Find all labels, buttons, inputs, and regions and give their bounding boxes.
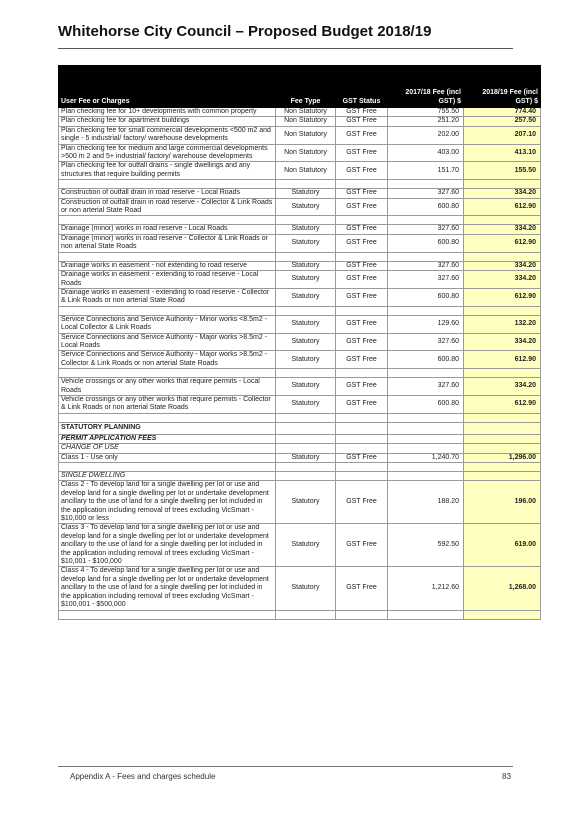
spacer-cell [336,306,388,315]
fee-2017-18: 327.60 [388,225,464,234]
spacer-cell [336,216,388,225]
charge-description: Construction of outfall drain in road reserve - Local Roads [59,189,276,198]
section-heading: CHANGE OF USE [59,444,276,453]
charge-description: Construction of outfall drain in road reserve - Collector & Link Roads or non arterial State Road [59,198,276,216]
fee-type: Statutory [276,378,336,396]
charge-description: Service Connections and Service Authority - Minor works <8.5m2 - Local Collector & Link Roads [59,315,276,333]
spacer-cell [388,369,464,378]
table-row [59,225,541,234]
gst-status: GST Free [336,395,388,413]
spacer-cell [276,306,336,315]
table-spacer-row [59,369,541,378]
header-fee-type: Fee Type [276,66,336,108]
empty-cell [464,472,541,481]
gst-status: GST Free [336,234,388,252]
header-fee-2018-19: 2018/19 Fee (incl GST) $ [464,66,541,108]
fee-2018-19: 334.20 [464,378,541,396]
subsection-heading-row [59,434,541,443]
table-spacer-row [59,180,541,189]
fee-2017-18: 188.20 [388,481,464,524]
fees-table [58,65,541,620]
empty-cell [336,422,388,434]
spacer-cell [276,413,336,422]
title-divider [58,48,513,49]
table-row [59,453,541,462]
fee-2018-19: 1,268.00 [464,567,541,610]
table-row [59,162,541,180]
charge-description: Vehicle crossings or any other works that require permits - Collector & Link Roads or non arterial State Roads [59,395,276,413]
spacer-cell [388,180,464,189]
spacer-cell [59,216,276,225]
subsection-heading-row [59,444,541,453]
gst-status: GST Free [336,198,388,216]
table-row [59,126,541,144]
fee-2018-19: 196.00 [464,481,541,524]
table-row [59,481,541,524]
fee-2018-19: 619.00 [464,524,541,567]
empty-cell [336,472,388,481]
fee-2018-19: 334.20 [464,333,541,351]
gst-status: GST Free [336,144,388,162]
spacer-cell [464,369,541,378]
section-heading: PERMIT APPLICATION FEES [59,434,276,443]
header-fee-2017-18: 2017/18 Fee (incl GST) $ [388,66,464,108]
empty-cell [336,434,388,443]
spacer-cell [59,252,276,261]
fee-2017-18: 151.70 [388,162,464,180]
charge-description: Drainage works in easement - extending to road reserve - Local Roads [59,271,276,289]
charge-description: Service Connections and Service Authority - Major works >8.5m2 - Local Roads [59,333,276,351]
spacer-cell [336,180,388,189]
table-row [59,351,541,369]
table-spacer-row [59,306,541,315]
fee-type: Statutory [276,271,336,289]
fee-2018-19: 612.90 [464,288,541,306]
table-row [59,524,541,567]
fee-type: Statutory [276,524,336,567]
fee-type: Statutory [276,395,336,413]
fee-2018-19: 612.90 [464,351,541,369]
fee-2017-18: 1,212.60 [388,567,464,610]
table-spacer-row [59,216,541,225]
fee-type: Statutory [276,261,336,270]
fee-type: Non Statutory [276,108,336,117]
gst-status: GST Free [336,261,388,270]
fee-2018-19: 612.90 [464,395,541,413]
fee-2017-18: 755.50 [388,108,464,117]
table-row [59,315,541,333]
charge-description: Drainage works in easement - not extending to road reserve [59,261,276,270]
fee-type: Non Statutory [276,162,336,180]
charge-description: Class 4 - To develop land for a single dwelling per lot or use and develop land for a single dwelling per lot or undertake development ancillary to the use of land for a single dwelling per lot included in the application including removal of trees excluding VicSmart - $100,001 - $500,000 [59,567,276,610]
spacer-cell [464,252,541,261]
gst-status: GST Free [336,189,388,198]
gst-status: GST Free [336,351,388,369]
section-heading: SINGLE DWELLING [59,472,276,481]
fee-2017-18: 327.60 [388,261,464,270]
table-spacer-row [59,413,541,422]
gst-status: GST Free [336,162,388,180]
spacer-cell [59,180,276,189]
page-number: 83 [502,772,511,781]
gst-status: GST Free [336,378,388,396]
fees-table-container [58,65,540,620]
fee-2017-18: 327.60 [388,271,464,289]
fee-type: Statutory [276,333,336,351]
table-row [59,271,541,289]
spacer-cell [276,180,336,189]
gst-status: GST Free [336,453,388,462]
subsection-heading-row [59,472,541,481]
charge-description: Plan checking fee for small commercial developments <500 m2 and single - 5 industrial/ factory/ warehouse developments [59,126,276,144]
gst-status: GST Free [336,126,388,144]
fee-2018-19: 612.90 [464,234,541,252]
fee-2017-18: 600.80 [388,288,464,306]
charge-description: Vehicle crossings or any other works that require permits - Local Roads [59,378,276,396]
empty-cell [388,472,464,481]
footer-divider [58,766,513,767]
table-row [59,261,541,270]
table-row [59,198,541,216]
fee-2017-18: 600.80 [388,198,464,216]
spacer-cell [388,216,464,225]
fee-type: Statutory [276,234,336,252]
fee-2018-19: 774.40 [464,108,541,117]
fee-2018-19: 334.20 [464,261,541,270]
spacer-cell [59,413,276,422]
charge-description: Plan checking fee for medium and large commercial developments >500 m 2 and 5+ industrial/ factory/ warehouse developments [59,144,276,162]
fee-2018-19: 334.20 [464,189,541,198]
table-body [59,108,541,620]
spacer-cell [276,216,336,225]
gst-status: GST Free [336,108,388,117]
charge-description: Plan checking fee for outfall drains - single dwellings and any structures that require building permits [59,162,276,180]
empty-cell [464,434,541,443]
spacer-cell [388,413,464,422]
fee-2017-18: 202.00 [388,126,464,144]
fee-2018-19: 207.10 [464,126,541,144]
spacer-cell [336,413,388,422]
empty-cell [276,434,336,443]
fee-type: Statutory [276,567,336,610]
spacer-cell [336,463,388,472]
empty-cell [276,444,336,453]
fee-2017-18: 600.80 [388,234,464,252]
fee-type: Statutory [276,453,336,462]
fee-2017-18: 327.60 [388,333,464,351]
header-charge: User Fee or Charges [59,66,276,108]
spacer-cell [276,610,336,619]
fee-2018-19: 132.20 [464,315,541,333]
footer-section-label: Appendix A - Fees and charges schedule [70,772,216,781]
table-row [59,333,541,351]
gst-status: GST Free [336,225,388,234]
gst-status: GST Free [336,271,388,289]
charge-description: Class 1 - Use only [59,453,276,462]
fee-2018-19: 612.90 [464,198,541,216]
spacer-cell [59,610,276,619]
table-row [59,378,541,396]
section-heading: STATUTORY PLANNING [59,422,276,434]
spacer-cell [464,463,541,472]
gst-status: GST Free [336,288,388,306]
charge-description: Class 2 - To develop land for a single dwelling per lot or use and develop land for a single dwelling per lot or undertake development ancillary to the use of land for a single dwelling per lot included in the application including removal of trees excluding VicSmart - $10,000 or less [59,481,276,524]
table-row [59,567,541,610]
table-row [59,117,541,126]
fee-2017-18: 1,240.70 [388,453,464,462]
charge-description: Service Connections and Service Authority - Major works >8.5m2 - Collector & Link Roads or non arterial State Roads [59,351,276,369]
fee-type: Non Statutory [276,144,336,162]
fee-2018-19: 334.20 [464,225,541,234]
spacer-cell [388,306,464,315]
spacer-cell [336,252,388,261]
spacer-cell [464,216,541,225]
charge-description: Plan checking fee for apartment buildings [59,117,276,126]
fee-2017-18: 600.80 [388,351,464,369]
table-header-row [59,66,541,108]
table-row [59,395,541,413]
spacer-cell [276,463,336,472]
fee-type: Statutory [276,315,336,333]
table-row [59,288,541,306]
fee-2017-18: 592.50 [388,524,464,567]
empty-cell [388,434,464,443]
empty-cell [464,422,541,434]
spacer-cell [464,306,541,315]
table-spacer-row [59,463,541,472]
fee-2018-19: 413.10 [464,144,541,162]
table-spacer-row [59,610,541,619]
charge-description: Class 3 - To develop land for a single dwelling per lot or use and develop land for a single dwelling per lot or undertake development ancillary to the use of land for a single dwelling per lot included in the application including removal of trees excluding VicSmart - $10,001 - $100,000 [59,524,276,567]
fee-2018-19: 1,296.00 [464,453,541,462]
charge-description: Drainage (minor) works in road reserve - Collector & Link Roads or non arterial State Roads [59,234,276,252]
gst-status: GST Free [336,524,388,567]
fee-2018-19: 334.20 [464,271,541,289]
gst-status: GST Free [336,333,388,351]
fee-type: Statutory [276,288,336,306]
spacer-cell [336,369,388,378]
fee-2018-19: 155.50 [464,162,541,180]
spacer-cell [276,369,336,378]
spacer-cell [59,463,276,472]
spacer-cell [464,413,541,422]
charge-description: Plan checking fee for 10+ developments with common property [59,108,276,117]
fee-2017-18: 129.60 [388,315,464,333]
empty-cell [276,422,336,434]
table-row [59,189,541,198]
fee-2017-18: 327.60 [388,189,464,198]
fee-2017-18: 251.20 [388,117,464,126]
section-heading-row [59,422,541,434]
spacer-cell [59,369,276,378]
fee-2017-18: 403.00 [388,144,464,162]
fee-type: Non Statutory [276,126,336,144]
page-title: Whitehorse City Council – Proposed Budget 2018/19 [58,23,432,40]
spacer-cell [388,252,464,261]
fee-type: Statutory [276,189,336,198]
gst-status: GST Free [336,315,388,333]
header-gst-status: GST Status [336,66,388,108]
gst-status: GST Free [336,481,388,524]
gst-status: GST Free [336,567,388,610]
fee-type: Statutory [276,351,336,369]
spacer-cell [464,180,541,189]
charge-description: Drainage works in easement - extending to road reserve - Collector & Link Roads or non arterial State Road [59,288,276,306]
table-row [59,108,541,117]
table-row [59,144,541,162]
fee-2017-18: 327.60 [388,378,464,396]
spacer-cell [388,610,464,619]
fee-type: Statutory [276,198,336,216]
spacer-cell [276,252,336,261]
empty-cell [276,472,336,481]
fee-type: Statutory [276,225,336,234]
table-row [59,234,541,252]
fee-type: Non Statutory [276,117,336,126]
gst-status: GST Free [336,117,388,126]
spacer-cell [336,610,388,619]
spacer-cell [464,610,541,619]
charge-description: Drainage (minor) works in road reserve - Local Roads [59,225,276,234]
empty-cell [388,444,464,453]
empty-cell [388,422,464,434]
empty-cell [336,444,388,453]
table-spacer-row [59,252,541,261]
spacer-cell [388,463,464,472]
fee-2018-19: 257.50 [464,117,541,126]
empty-cell [464,444,541,453]
spacer-cell [59,306,276,315]
fee-2017-18: 600.80 [388,395,464,413]
fee-type: Statutory [276,481,336,524]
